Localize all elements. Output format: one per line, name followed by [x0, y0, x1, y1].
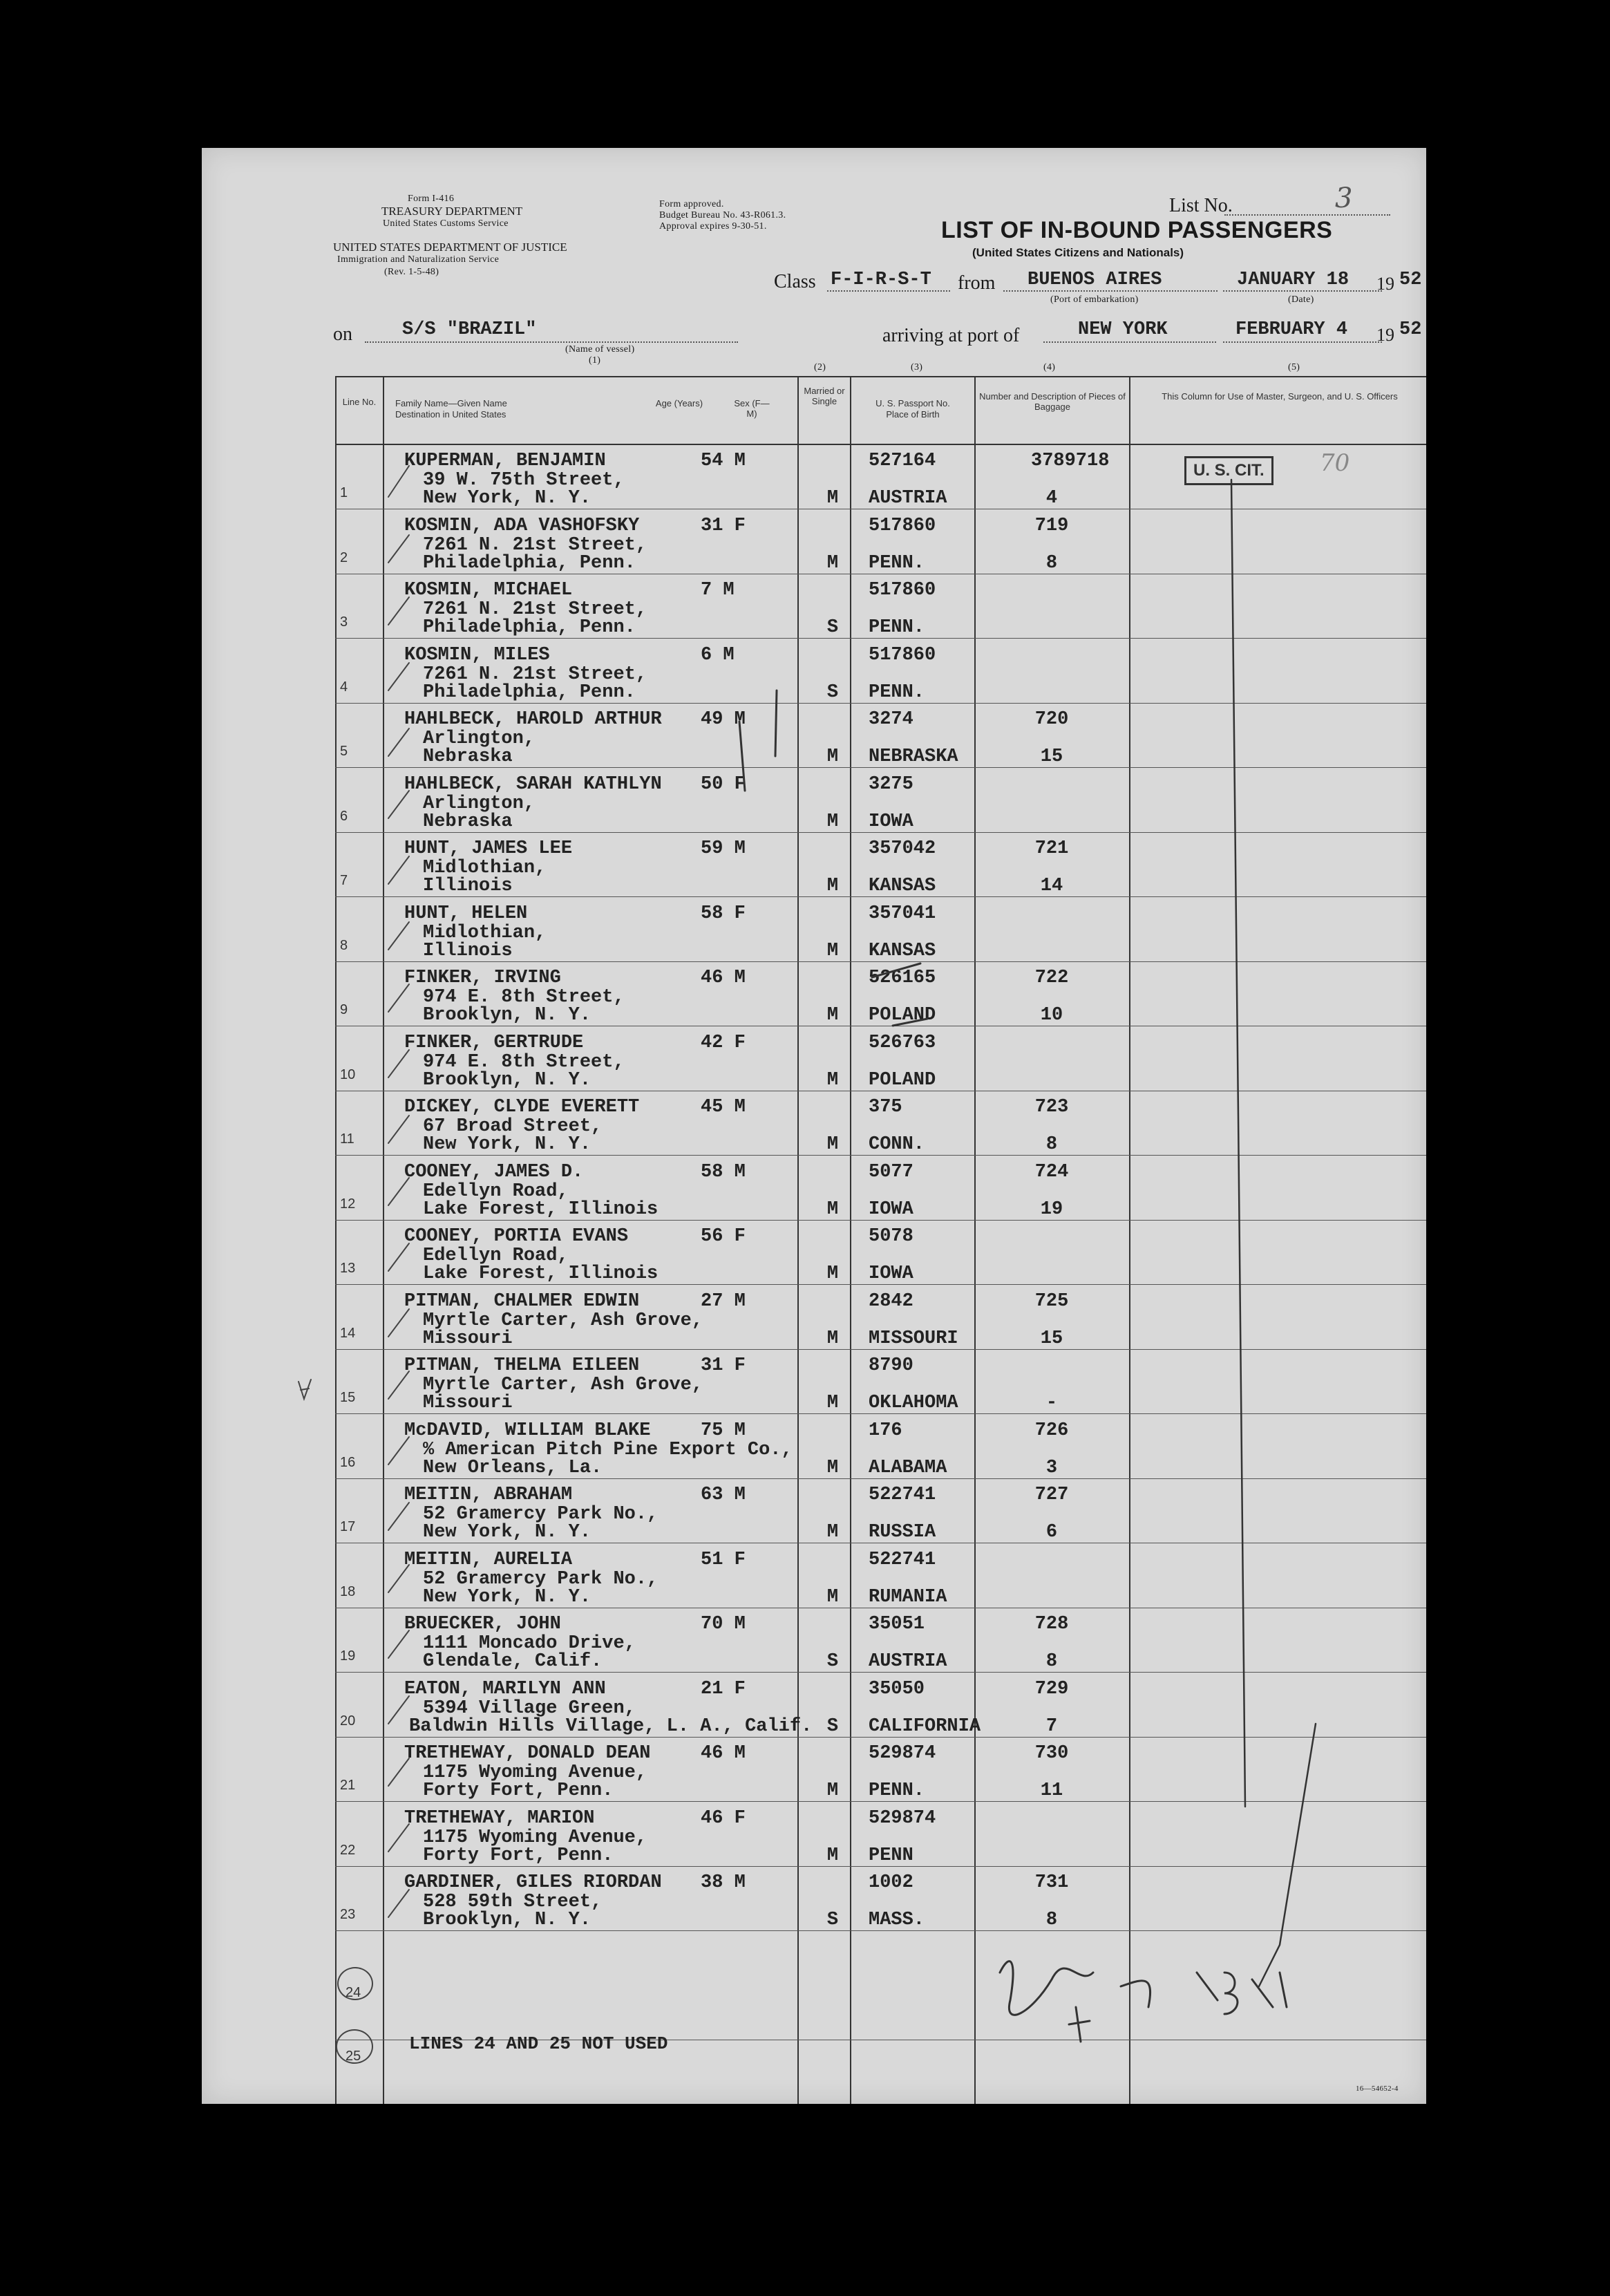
place-of-birth: AUSTRIA: [869, 488, 947, 509]
embark-year: 52: [1399, 270, 1422, 290]
address-line-2: Baldwin Hills Village, L. A., Calif.: [409, 1715, 813, 1737]
line-number: 20: [340, 1713, 356, 1729]
passenger-name: HUNT, HELEN: [404, 903, 528, 924]
place-of-birth: PENN.: [869, 1780, 925, 1801]
address-line-2: Philadelphia, Penn.: [423, 617, 636, 638]
marital-status: M: [826, 1522, 839, 1543]
passenger-name: FINKER, GERTRUDE: [404, 1032, 584, 1053]
age-sex: 7 M: [701, 580, 735, 601]
page-title: LIST OF IN-BOUND PASSENGERS: [941, 217, 1333, 243]
place-of-birth: POLAND: [869, 1069, 936, 1091]
place-of-birth: CONN.: [869, 1134, 925, 1155]
passenger-manifest-page: [202, 148, 1426, 2104]
address-line-1: Edellyn Road,: [423, 1245, 569, 1266]
baggage-count: 3: [1045, 1457, 1058, 1478]
marital-status: M: [826, 1586, 839, 1608]
header-married: Married or Single: [804, 386, 845, 406]
vessel-name: S/S "BRAZIL": [402, 319, 537, 340]
place-of-birth: PENN.: [869, 681, 925, 703]
baggage-count: 8: [1045, 1134, 1058, 1155]
arriving-label: arriving at port of: [882, 325, 1020, 346]
age-sex: 56 F: [701, 1226, 746, 1247]
address-line-2: Brooklyn, N. Y.: [423, 1910, 591, 1930]
arrival-year-prefix: 19: [1376, 325, 1394, 345]
address-line-2: Forty Fort, Penn.: [423, 1780, 614, 1801]
age-sex: 46 M: [701, 968, 746, 988]
address-line-2: Brooklyn, N. Y.: [423, 1069, 591, 1091]
header-line-no: Line No.: [342, 397, 377, 407]
baggage-count: 7: [1045, 1715, 1058, 1737]
embark-date: JANUARY 18: [1237, 270, 1349, 290]
baggage-count: 15: [1040, 746, 1063, 767]
embark-date-caption: (Date): [1288, 294, 1314, 305]
address-line-2: Nebraska: [423, 811, 513, 832]
age-sex: 6 M: [701, 644, 735, 666]
baggage-count: 8: [1045, 1910, 1058, 1930]
embark-port: BUENOS AIRES: [1027, 270, 1162, 290]
address-line-2: Nebraska: [423, 746, 513, 767]
marital-status: M: [826, 940, 839, 961]
marital-status: M: [826, 1005, 839, 1026]
address-line-1: 1175 Wyoming Avenue,: [423, 1762, 647, 1783]
address-line-2: New York, N. Y.: [423, 488, 591, 509]
address-line-1: Myrtle Carter, Ash Grove,: [423, 1375, 703, 1395]
passenger-name: MEITIN, ABRAHAM: [404, 1485, 573, 1505]
address-line-1: Edellyn Road,: [423, 1180, 569, 1202]
passport-number: 357041: [869, 903, 936, 924]
passenger-name: COONEY, JAMES D.: [404, 1161, 584, 1183]
age-sex: 50 F: [701, 773, 746, 795]
passport-number: 522741: [869, 1485, 936, 1505]
address-line-1: Midlothian,: [423, 922, 547, 943]
marital-status: M: [826, 746, 839, 767]
address-line-1: 7261 N. 21st Street,: [423, 599, 647, 620]
address-line-1: 7261 N. 21st Street,: [423, 664, 647, 685]
passport-number: 517860: [869, 580, 936, 601]
place-of-birth: MASS.: [869, 1910, 925, 1930]
marital-status: S: [826, 1910, 839, 1930]
footer-code: 16—54652-4: [1356, 2085, 1399, 2093]
age-sex: 21 F: [701, 1678, 746, 1700]
justice-dept: UNITED STATES DEPARTMENT OF JUSTICE: [333, 241, 567, 254]
embark-year-prefix: 19: [1376, 274, 1394, 294]
age-sex: 54 M: [701, 451, 746, 471]
address-line-2: Glendale, Calif.: [423, 1651, 603, 1672]
line-number-25: 25: [345, 2049, 361, 2064]
passenger-name: TRETHEWAY, DONALD DEAN: [404, 1743, 651, 1764]
age-sex: 38 M: [701, 1872, 746, 1893]
baggage-count: 19: [1040, 1198, 1063, 1220]
passport-number: 529874: [869, 1807, 936, 1829]
header-family-name: Family Name—Given Name: [395, 398, 507, 408]
address-line-2: Lake Forest, Illinois: [423, 1263, 659, 1284]
age-sex: 46 F: [701, 1807, 746, 1829]
marital-status: M: [826, 1457, 839, 1478]
line-number: 12: [340, 1196, 356, 1212]
approval-line-2: Budget Bureau No. 43-R061.3.: [659, 210, 786, 220]
marital-status: M: [826, 488, 839, 509]
line-number: 1: [340, 485, 348, 500]
baggage-number: 726: [1034, 1420, 1069, 1441]
passport-number: 357042: [869, 838, 936, 859]
passenger-name: FINKER, IRVING: [404, 968, 561, 988]
passenger-name: KUPERMAN, BENJAMIN: [404, 451, 606, 471]
place-of-birth: PENN: [869, 1845, 913, 1866]
place-of-birth: KANSAS: [869, 876, 936, 896]
passenger-name: GARDINER, GILES RIORDAN: [404, 1872, 662, 1893]
col-num-5: (5): [1288, 362, 1300, 373]
baggage-count: 8: [1045, 1651, 1058, 1672]
line-number: 7: [340, 873, 348, 888]
marital-status: S: [826, 1651, 839, 1672]
line-number: 22: [340, 1842, 356, 1858]
us-citizen-stamp: U. S. CIT.: [1184, 456, 1273, 485]
baggage-count: -: [1045, 1393, 1058, 1413]
line-number: 5: [340, 744, 348, 759]
line-number: 10: [340, 1066, 356, 1082]
address-line-1: 52 Gramercy Park No.,: [423, 1568, 659, 1590]
passport-number: 529874: [869, 1743, 936, 1764]
passenger-name: TRETHEWAY, MARION: [404, 1807, 595, 1829]
line-number: 3: [340, 614, 348, 630]
passenger-name: KOSMIN, MILES: [404, 644, 550, 666]
address-line-2: Illinois: [423, 940, 513, 961]
marital-status: M: [826, 552, 839, 574]
baggage-count: 8: [1045, 552, 1058, 574]
marital-status: M: [826, 1134, 839, 1155]
address-line-1: Arlington,: [423, 793, 536, 814]
baggage-number: 723: [1034, 1097, 1069, 1118]
baggage-number: 727: [1034, 1485, 1069, 1505]
line-number: 14: [340, 1325, 356, 1341]
passport-number: 3274: [869, 709, 913, 730]
age-sex: 75 M: [701, 1420, 746, 1441]
passport-number: 526165: [869, 968, 936, 988]
place-of-birth: IOWA: [869, 811, 913, 832]
passport-number: 35051: [869, 1614, 925, 1635]
passenger-name: EATON, MARILYN ANN: [404, 1678, 606, 1700]
age-sex: 31 F: [701, 1355, 746, 1376]
marital-status: M: [826, 876, 839, 896]
passenger-name: McDAVID, WILLIAM BLAKE: [404, 1420, 651, 1441]
line-number: 4: [340, 679, 348, 695]
passport-number: 517860: [869, 515, 936, 536]
header-destination: Destination in United States: [395, 409, 506, 420]
place-of-birth: PENN.: [869, 617, 925, 638]
from-label: from: [958, 272, 996, 294]
age-sex: 59 M: [701, 838, 746, 859]
col-num-1: (1): [589, 355, 601, 366]
marital-status: M: [826, 1198, 839, 1220]
header-age: Age (Years): [655, 398, 703, 408]
header-birthplace: Place of Birth: [886, 409, 940, 420]
address-line-1: 1175 Wyoming Avenue,: [423, 1827, 647, 1848]
line-number: 17: [340, 1519, 356, 1534]
address-line-2: Forty Fort, Penn.: [423, 1845, 614, 1866]
baggage-number: 724: [1034, 1161, 1069, 1183]
age-sex: 45 M: [701, 1097, 746, 1118]
address-line-1: Myrtle Carter, Ash Grove,: [423, 1310, 703, 1331]
baggage-number: 720: [1034, 709, 1069, 730]
passport-number: 517860: [869, 644, 936, 666]
lines-not-used-note: LINES 24 AND 25 NOT USED: [409, 2033, 668, 2054]
address-line-1: Arlington,: [423, 728, 536, 749]
approval-line-1: Form approved.: [659, 199, 724, 209]
baggage-number: 731: [1034, 1872, 1069, 1893]
marital-status: M: [826, 811, 839, 832]
baggage-number: 721: [1034, 838, 1069, 859]
embark-port-caption: (Port of embarkation): [1050, 294, 1139, 305]
passenger-name: PITMAN, THELMA EILEEN: [404, 1355, 640, 1376]
address-line-1: 974 E. 8th Street,: [423, 1051, 625, 1073]
place-of-birth: POLAND: [869, 1005, 936, 1026]
address-line-1: Midlothian,: [423, 858, 547, 878]
header-officers: This Column for Use of Master, Surgeon, and U. S. Officers: [1162, 391, 1398, 402]
passenger-name: HAHLBECK, HAROLD ARTHUR: [404, 709, 662, 730]
passport-number: 8790: [869, 1355, 913, 1376]
passport-number: 1002: [869, 1872, 913, 1893]
passport-number: 375: [869, 1097, 902, 1118]
age-sex: 49 M: [701, 709, 746, 730]
passport-number: 5078: [869, 1226, 913, 1247]
address-line-2: Philadelphia, Penn.: [423, 552, 636, 574]
line-number: 21: [340, 1778, 356, 1793]
list-no-value: 3: [1335, 182, 1353, 214]
line-number: 15: [340, 1390, 356, 1405]
form-revision: (Rev. 1-5-48): [384, 267, 439, 277]
baggage-number: 722: [1034, 968, 1069, 988]
address-line-2: Missouri: [423, 1328, 513, 1349]
customs-service: United States Customs Service: [383, 218, 509, 229]
class-value: F-I-R-S-T: [831, 270, 931, 290]
on-label: on: [333, 323, 352, 345]
treasury-dept: TREASURY DEPARTMENT: [381, 205, 523, 218]
age-sex: 63 M: [701, 1485, 746, 1505]
passenger-name: KOSMIN, ADA VASHOFSKY: [404, 515, 640, 536]
line-number: 16: [340, 1454, 356, 1470]
address-line-2: Lake Forest, Illinois: [423, 1198, 659, 1220]
line-number: 2: [340, 549, 348, 565]
approval-line-3: Approval expires 9-30-51.: [659, 221, 767, 232]
ins-service: Immigration and Naturalization Service: [337, 254, 500, 265]
address-line-1: 5394 Village Green,: [423, 1697, 636, 1719]
baggage-count: 11: [1040, 1780, 1063, 1801]
baggage-number: 728: [1034, 1614, 1069, 1635]
arrival-year: 52: [1399, 319, 1422, 340]
marital-status: M: [826, 1845, 839, 1866]
address-line-2: New York, N. Y.: [423, 1586, 591, 1608]
marital-status: M: [826, 1069, 839, 1091]
marital-status: M: [826, 1263, 839, 1284]
age-sex: 70 M: [701, 1614, 746, 1635]
baggage-number: 719: [1034, 515, 1069, 536]
marital-status: M: [826, 1393, 839, 1413]
address-line-2: Illinois: [423, 876, 513, 896]
line-number: 11: [340, 1131, 354, 1147]
passport-number: 35050: [869, 1678, 925, 1700]
address-line-1: 67 Broad Street,: [423, 1116, 603, 1137]
address-line-1: 39 W. 75th Street,: [423, 470, 625, 491]
passenger-name: KOSMIN, MICHAEL: [404, 580, 573, 601]
line-number: 23: [340, 1907, 356, 1922]
place-of-birth: IOWA: [869, 1263, 913, 1284]
place-of-birth: PENN.: [869, 552, 925, 574]
age-sex: 58 F: [701, 903, 746, 924]
place-of-birth: RUSSIA: [869, 1522, 936, 1543]
marital-status: S: [826, 1715, 839, 1737]
arrival-port: NEW YORK: [1078, 319, 1168, 340]
place-of-birth: AUSTRIA: [869, 1651, 947, 1672]
header-passport: U. S. Passport No.: [875, 398, 950, 408]
age-sex: 31 F: [701, 515, 746, 536]
line-number: 18: [340, 1583, 356, 1599]
passenger-name: PITMAN, CHALMER EDWIN: [404, 1290, 640, 1312]
marital-status: S: [826, 681, 839, 703]
list-no-label: List No.: [1169, 195, 1233, 216]
class-label: Class: [774, 271, 816, 292]
age-sex: 46 M: [701, 1743, 746, 1764]
passport-number: 176: [869, 1420, 902, 1441]
passport-number: 5077: [869, 1161, 913, 1183]
address-line-1: % American Pitch Pine Export Co.,: [423, 1439, 793, 1460]
line-number: 6: [340, 808, 348, 824]
age-sex: 58 M: [701, 1161, 746, 1183]
passport-number: 522741: [869, 1549, 936, 1570]
passport-number: 3275: [869, 773, 913, 795]
baggage-count: 4: [1045, 488, 1058, 509]
place-of-birth: MISSOURI: [869, 1328, 958, 1349]
baggage-count: 6: [1045, 1522, 1058, 1543]
page-subtitle: (United States Citizens and Nationals): [972, 246, 1184, 259]
arrival-date: FEBRUARY 4: [1235, 319, 1348, 340]
address-line-1: 974 E. 8th Street,: [423, 987, 625, 1008]
passenger-name: HUNT, JAMES LEE: [404, 838, 573, 859]
marital-status: S: [826, 617, 839, 638]
line-number: 13: [340, 1261, 356, 1276]
col-num-2: (2): [814, 362, 826, 373]
passenger-name: HAHLBECK, SARAH KATHLYN: [404, 773, 662, 795]
vessel-caption: (Name of vessel): [565, 344, 635, 355]
passport-number: 2842: [869, 1290, 913, 1312]
baggage-number: 3789718: [1031, 451, 1110, 471]
address-line-1: 7261 N. 21st Street,: [423, 534, 647, 556]
passport-number: 527164: [869, 451, 936, 471]
address-line-1: 528 59th Street,: [423, 1892, 603, 1912]
address-line-2: New York, N. Y.: [423, 1522, 591, 1543]
baggage-number: 729: [1034, 1678, 1069, 1700]
place-of-birth: IOWA: [869, 1198, 913, 1220]
passenger-name: MEITIN, AURELIA: [404, 1549, 573, 1570]
passenger-name: COONEY, PORTIA EVANS: [404, 1226, 629, 1247]
stamp-note: 70: [1320, 449, 1350, 477]
header-sex: Sex (F—M): [734, 398, 770, 419]
address-line-2: New Orleans, La.: [423, 1457, 603, 1478]
passenger-name: DICKEY, CLYDE EVERETT: [404, 1097, 640, 1118]
age-sex: 42 F: [701, 1032, 746, 1053]
address-line-2: Brooklyn, N. Y.: [423, 1005, 591, 1026]
place-of-birth: RUMANIA: [869, 1586, 947, 1608]
line-number-24: 24: [345, 1985, 361, 2000]
address-line-1: 1111 Moncado Drive,: [423, 1633, 636, 1654]
place-of-birth: CALIFORNIA: [869, 1715, 981, 1737]
line-number: 9: [340, 1002, 348, 1017]
address-line-2: Philadelphia, Penn.: [423, 681, 636, 703]
place-of-birth: OKLAHOMA: [869, 1393, 958, 1413]
baggage-number: 730: [1034, 1743, 1069, 1764]
baggage-count: 15: [1040, 1328, 1063, 1349]
col-num-4: (4): [1043, 362, 1056, 373]
line-number: 8: [340, 937, 348, 953]
place-of-birth: ALABAMA: [869, 1457, 947, 1478]
place-of-birth: NEBRASKA: [869, 746, 958, 767]
age-sex: 27 M: [701, 1290, 746, 1312]
age-sex: 51 F: [701, 1549, 746, 1570]
passenger-name: BRUECKER, JOHN: [404, 1614, 561, 1635]
baggage-number: 725: [1034, 1290, 1069, 1312]
col-num-3: (3): [911, 362, 923, 373]
header-baggage: Number and Description of Pieces of Baggage: [979, 391, 1126, 412]
address-line-2: Missouri: [423, 1393, 513, 1413]
form-number: Form I-416: [408, 194, 455, 204]
baggage-count: 10: [1040, 1005, 1063, 1026]
line-number: 19: [340, 1648, 356, 1664]
address-line-1: 52 Gramercy Park No.,: [423, 1504, 659, 1525]
address-line-2: New York, N. Y.: [423, 1134, 591, 1155]
marital-status: M: [826, 1328, 839, 1349]
marital-status: M: [826, 1780, 839, 1801]
passport-number: 526763: [869, 1032, 936, 1053]
handwritten-annotations: [202, 148, 1426, 2104]
place-of-birth: KANSAS: [869, 940, 936, 961]
baggage-count: 14: [1040, 876, 1063, 896]
